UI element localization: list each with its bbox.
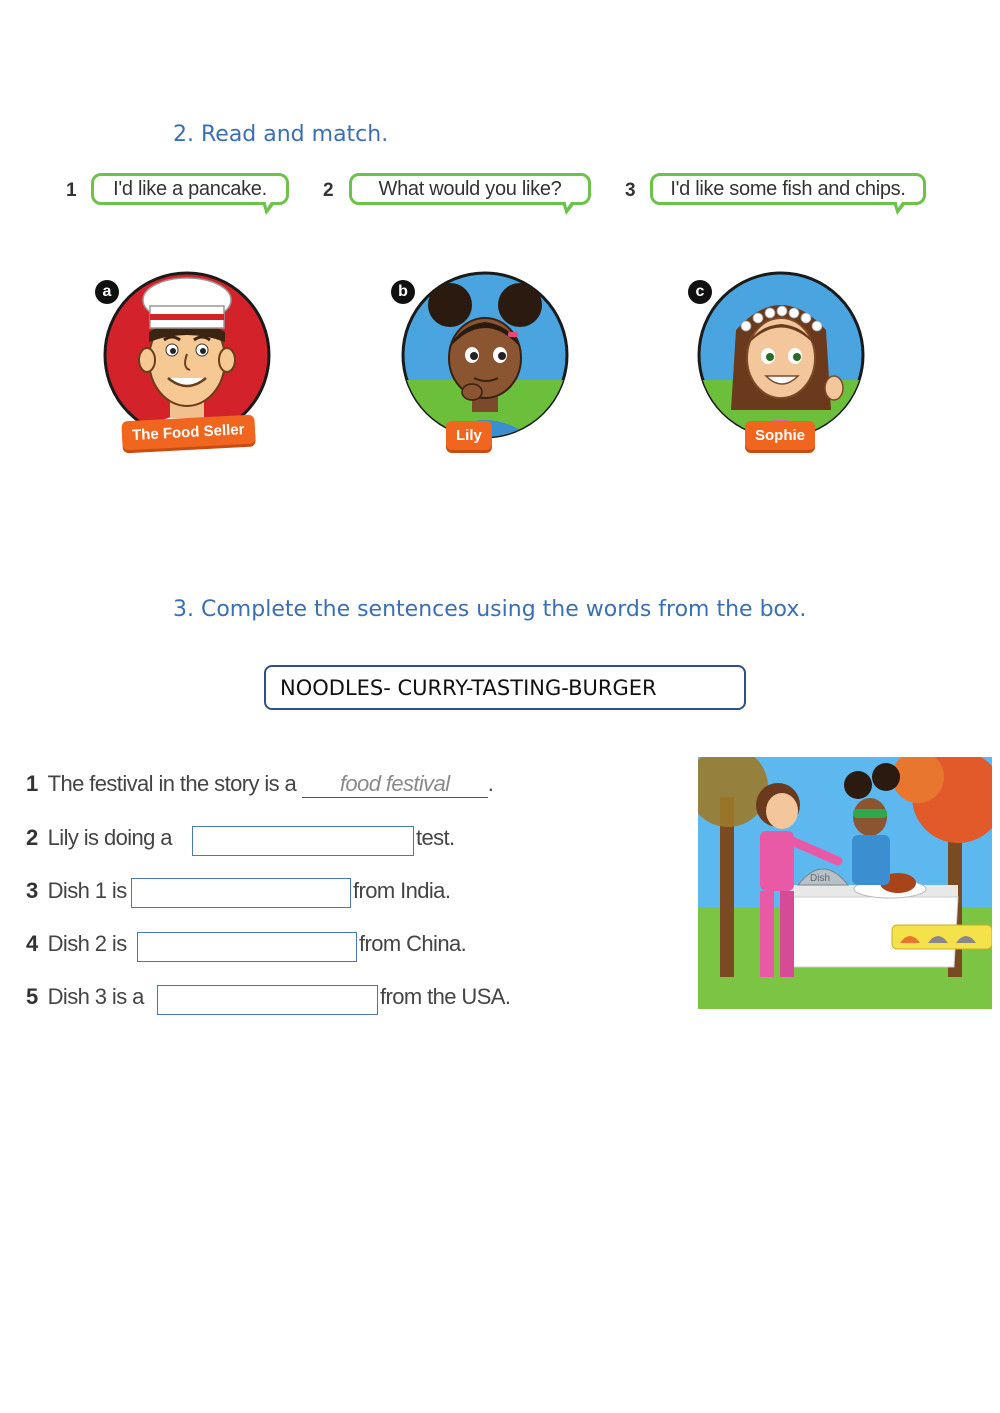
sentence-4 bbox=[26, 931, 127, 957]
bubble-number-3: 3 bbox=[625, 180, 636, 201]
speech-bubble-2-text: What would you like? bbox=[378, 177, 562, 200]
sentence-number: 3 bbox=[26, 878, 38, 903]
bubble-number-2: 2 bbox=[323, 180, 334, 201]
word-box bbox=[264, 665, 746, 710]
sophie-portrait bbox=[696, 270, 866, 440]
sentence-number: 2 bbox=[26, 825, 38, 850]
sentence-number: 1 bbox=[26, 771, 38, 796]
sentence-1 bbox=[26, 771, 493, 798]
bubble-number-1: 1 bbox=[66, 180, 77, 201]
sentence-number: 5 bbox=[26, 984, 38, 1009]
character-letter-c: c bbox=[688, 280, 712, 304]
character-name-tag-c: Sophie bbox=[745, 421, 815, 450]
answer-input-3[interactable] bbox=[131, 878, 351, 908]
sentence-5 bbox=[26, 984, 144, 1010]
answer-input-2[interactable] bbox=[192, 826, 414, 856]
sentence-3 bbox=[26, 878, 127, 904]
speech-bubble-3 bbox=[650, 173, 926, 205]
character-name-tag-a: The Food Seller bbox=[121, 415, 255, 451]
sentence-number: 4 bbox=[26, 931, 38, 956]
sentence-3-end: from India. bbox=[353, 878, 451, 903]
answer-input-5[interactable] bbox=[157, 985, 378, 1015]
sentence-text: Dish 1 is bbox=[47, 878, 127, 903]
speech-bubble-2 bbox=[349, 173, 591, 205]
character-letter-b: b bbox=[391, 280, 415, 304]
sentence-text: The festival in the story is a bbox=[47, 771, 297, 796]
sentence-5-end: from the USA. bbox=[380, 984, 511, 1009]
sentence-end: . bbox=[487, 771, 494, 796]
character-name-tag-b: Lily bbox=[446, 421, 492, 450]
bubble-tail-icon bbox=[893, 202, 907, 215]
section-3-heading: 3. Complete the sentences using the words from the box. bbox=[173, 597, 807, 622]
bubble-tail-icon bbox=[562, 202, 576, 215]
word-box-text: NOODLES- CURRY-TASTING-BURGER bbox=[280, 675, 657, 700]
character-letter-a: a bbox=[95, 280, 119, 304]
section-2-heading: 2. Read and match. bbox=[173, 122, 389, 147]
answer-input-4[interactable] bbox=[137, 932, 357, 962]
example-answer: food festival bbox=[302, 771, 488, 798]
sentence-2-end: test. bbox=[416, 825, 455, 850]
bubble-tail-icon bbox=[262, 202, 276, 215]
sentence-text: Dish 2 is bbox=[47, 931, 127, 956]
dish-label: Dish bbox=[810, 873, 831, 884]
speech-bubble-1 bbox=[91, 173, 289, 205]
tasting-scene-illustration bbox=[698, 757, 992, 1009]
sentence-text: Lily is doing a bbox=[47, 825, 172, 850]
sentence-4-end: from China. bbox=[359, 931, 467, 956]
lily-portrait bbox=[400, 270, 570, 440]
speech-bubble-3-text: I'd like some fish and chips. bbox=[670, 177, 906, 200]
sentence-2 bbox=[26, 825, 172, 851]
sentence-text: Dish 3 is a bbox=[47, 984, 144, 1009]
speech-bubble-1-text: I'd like a pancake. bbox=[113, 177, 267, 200]
